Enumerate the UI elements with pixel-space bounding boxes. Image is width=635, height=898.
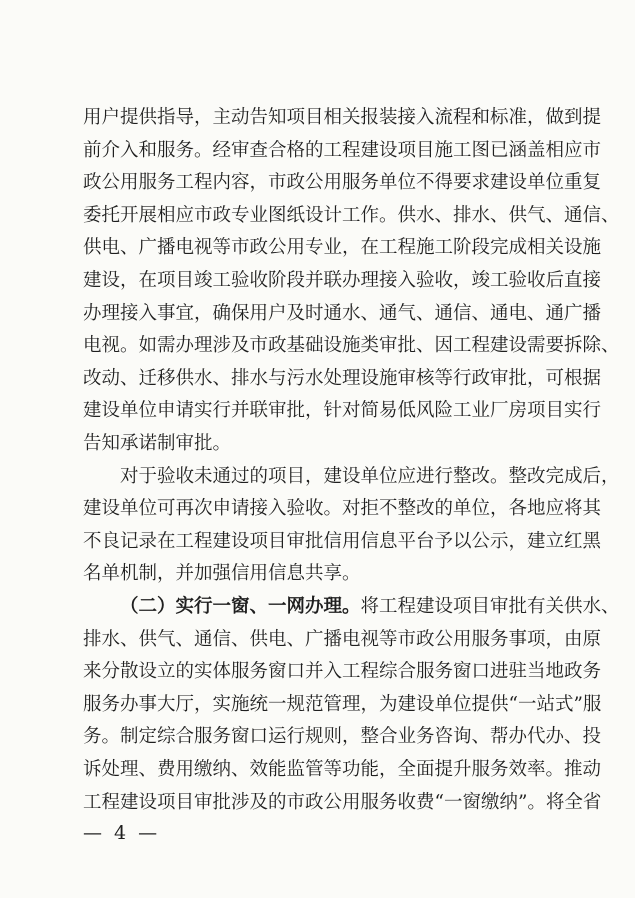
text-line: 不良记录在工程建设项目审批信用信息平台予以公示，建立红黑	[83, 530, 602, 552]
text-line: 告知承诺制审批。	[83, 433, 232, 454]
text-line: 建设单位可再次申请接入验收。对拒不整改的单位，各地应将其	[83, 498, 602, 520]
text-line: 建设单位申请实行并联审批，针对简易低风险工业厂房项目实行	[83, 400, 602, 422]
text-line: 用户提供指导，主动告知项目相关报装接入流程和标准，做到提	[83, 107, 602, 128]
text-fragment: 将工程建设项目审批有关供水、	[360, 596, 620, 617]
page-number: — 4 —	[83, 822, 161, 845]
text-line: 务。制定综合服务窗口运行规则，整合业务咨询、帮办代办、投	[83, 726, 602, 748]
text-line: 政公用服务工程内容，市政公用服务单位不得要求建设单位重复	[83, 172, 602, 194]
text-line: 电视。如需办理涉及市政基础设施类审批、因工程建设需要拆除、	[83, 335, 620, 357]
text-line: 来分散设立的实体服务窗口并入工程综合服务窗口进驻当地政务	[83, 661, 602, 683]
text-line: 对于验收未通过的项目，建设单位应进行整改。整改完成后，	[120, 465, 620, 487]
text-line: 服务办事大厅，实施统一规范管理，为建设单位提供“一站式”服	[83, 693, 602, 715]
text-line: 建设，在项目竣工验收阶段并联办理接入验收，竣工验收后直接	[83, 270, 602, 291]
text-line: 工程建设项目审批涉及的市政公用服务收费“一窗缴纳”。将全省	[83, 791, 602, 813]
section-heading: （二）实行一窗、一网办理。	[120, 596, 361, 617]
text-line: 改动、迁移供水、排水与污水处理设施审核等行政审批，可根据	[83, 367, 602, 389]
text-line: 诉处理、费用缴纳、效能监管等功能，全面提升服务效率。推动	[83, 759, 602, 780]
text-line: 办理接入事宜，确保用户及时通水、通气、通信、通电、通广播	[83, 302, 602, 324]
text-line: 名单机制，并加强信用信息共享。	[83, 563, 361, 585]
text-line: 前介入和服务。经审查合格的工程建设项目施工图已涵盖相应市	[83, 139, 602, 161]
text-line: 委托开展相应市政专业图纸设计工作。供水、排水、供气、通信、	[83, 204, 620, 226]
text-line: 供电、广播电视等市政公用专业，在工程施工阶段完成相关设施	[83, 237, 602, 259]
text-line	[120, 592, 620, 622]
text-line: 排水、供气、通信、供电、广播电视等市政公用服务事项，由原	[83, 628, 602, 650]
